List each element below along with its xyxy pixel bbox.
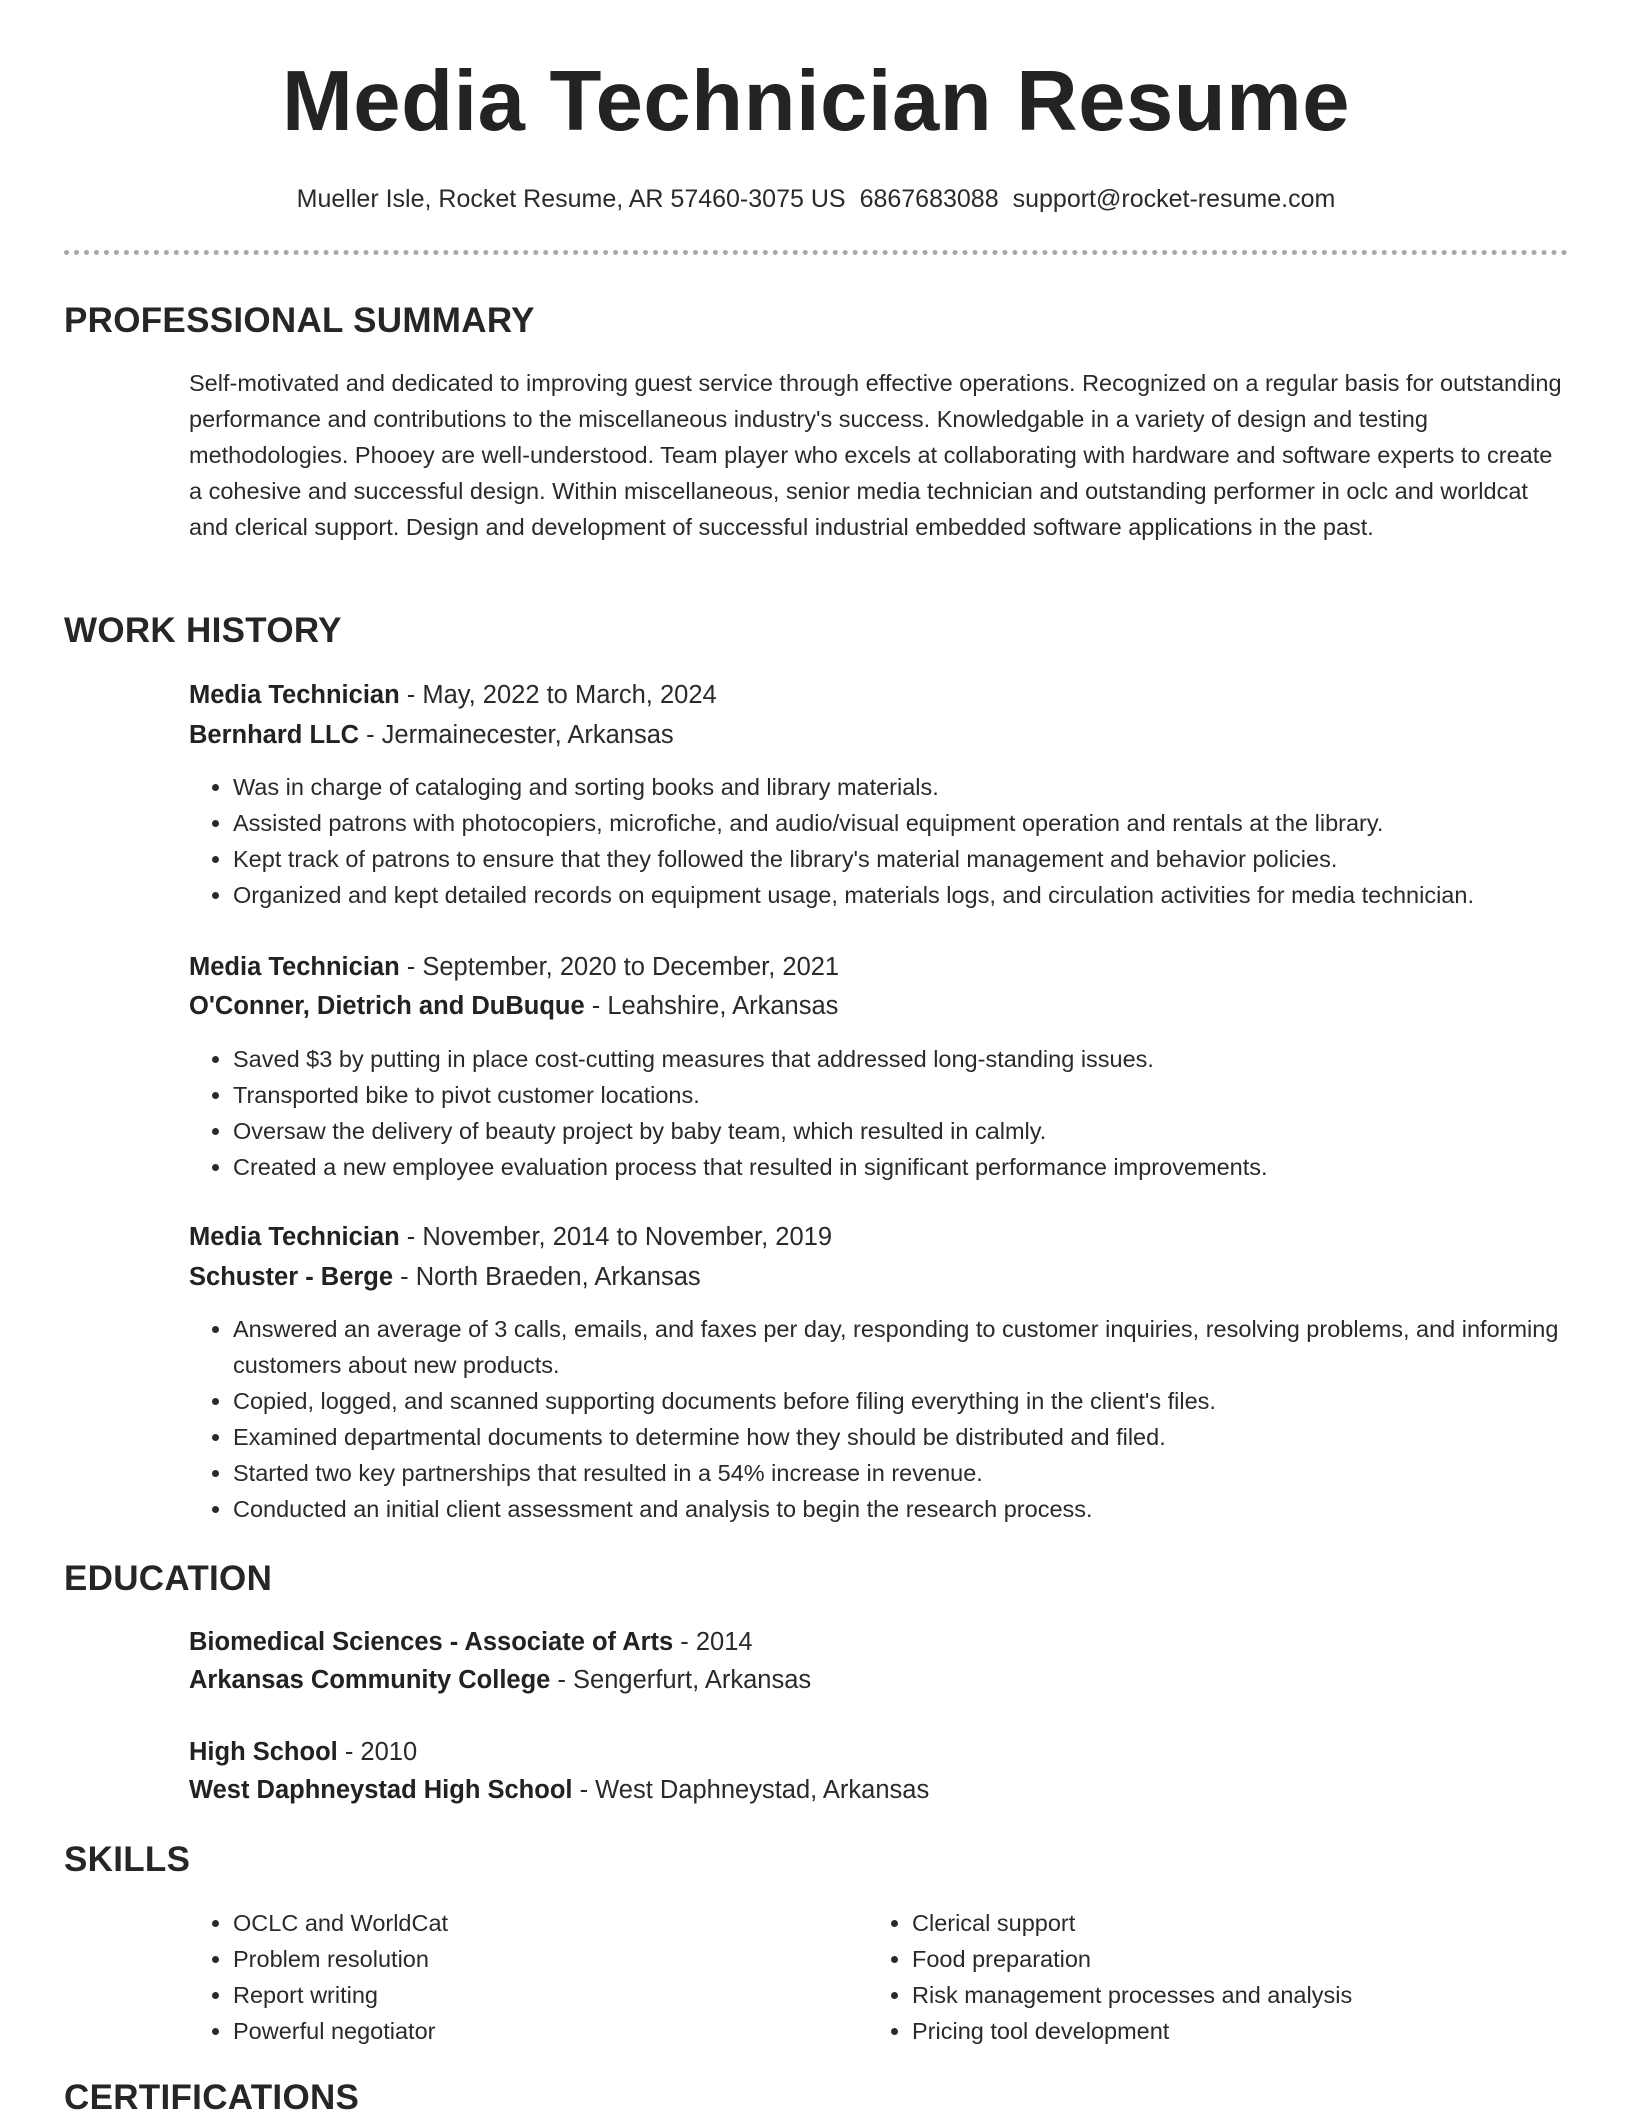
education-heading: EDUCATION: [64, 1559, 273, 1598]
job-company: Bernhard LLC: [189, 721, 360, 749]
education-school-line: [189, 1662, 811, 1698]
education-location: - West Daphneystad, Arkansas: [572, 1776, 930, 1804]
job-company-line: [189, 988, 838, 1024]
job-title-line: [189, 949, 839, 985]
certifications-heading: CERTIFICATIONS: [64, 2078, 360, 2117]
work-history-heading: WORK HISTORY: [64, 611, 342, 650]
job-bullet: • Kept track of patrons to ensure that they followed the library's material management and behavior policies.: [233, 841, 1613, 877]
job-company: O'Conner, Dietrich and DuBuque: [189, 992, 585, 1020]
job-company-line: [189, 1259, 701, 1295]
job-title: Media Technician: [189, 681, 400, 709]
contact-address: Mueller Isle, Rocket Resume, AR 57460-3075 US: [296, 185, 846, 213]
education-year: - 2014: [673, 1628, 753, 1656]
skill-item: • Clerical support: [912, 1905, 1612, 1941]
job-title-line: [189, 677, 717, 713]
job-bullet: • Saved $3 by putting in place cost-cutting measures that addressed long-standing issues.: [233, 1041, 1613, 1077]
job-dates: - November, 2014 to November, 2019: [399, 1223, 833, 1251]
contact-phone: 6867683088: [859, 185, 999, 213]
job-bullet: • Organized and kept detailed records on equipment usage, materials logs, and circulation activities for media technician.: [233, 877, 1613, 913]
education-degree: Biomedical Sciences - Associate of Arts: [189, 1628, 674, 1656]
job-location: - Jermainecester, Arkansas: [359, 721, 674, 749]
job-location: - North Braeden, Arkansas: [393, 1263, 701, 1291]
education-degree-line: [189, 1624, 753, 1660]
job-bullet: • Copied, logged, and scanned supporting documents before filing everything in the client's files.: [233, 1383, 1613, 1419]
contact-email[interactable]: support@rocket-resume.com: [1012, 185, 1336, 213]
education-year: - 2010: [337, 1738, 418, 1766]
job-bullet: • Conducted an initial client assessment and analysis to begin the research process.: [233, 1491, 1613, 1527]
education-degree: High School: [189, 1738, 338, 1766]
job-bullet: • Assisted patrons with photocopiers, microfiche, and audio/visual equipment operation and rentals at the library.: [233, 805, 1613, 841]
summary-text: Self-motivated and dedicated to improving guest service through effective operations. Recognized on a regular basis for outstanding performance and contributions to the miscellaneous industry's success. Knowledgable in a variety of design and testing methodologies. Phooey are well-understood. Team player who excels at collaborating with hardware and software experts to create a cohesive and successful design. Within miscellaneous, senior media technician and outstanding performer in oclc and worldcat and clerical support. Design and development of successful industrial embedded software applications in the past.: [189, 370, 1562, 540]
education-school: Arkansas Community College: [189, 1666, 551, 1694]
header-divider: [64, 250, 1568, 255]
skill-item: • Risk management processes and analysis: [912, 1977, 1612, 2013]
job-bullet: • Was in charge of cataloging and sorting books and library materials.: [233, 769, 1613, 805]
job-bullet: • Transported bike to pivot customer locations.: [233, 1077, 1613, 1113]
contact-line: [0, 181, 1632, 217]
job-bullets: [189, 1041, 1613, 1185]
skills-list-right: [868, 1905, 1612, 2049]
job-company-line: [189, 717, 674, 753]
job-location: - Leahshire, Arkansas: [584, 992, 839, 1020]
job-bullet: • Created a new employee evaluation process that resulted in significant performance improvements.: [233, 1149, 1613, 1185]
skill-item: • Pricing tool development: [912, 2013, 1612, 2049]
summary-heading: PROFESSIONAL SUMMARY: [64, 301, 535, 340]
skill-item: • Report writing: [233, 1977, 853, 2013]
job-bullets: [189, 769, 1613, 913]
resume-title: Media Technician Resume: [281, 54, 1351, 149]
education-school: West Daphneystad High School: [189, 1776, 573, 1804]
education-location: - Sengerfurt, Arkansas: [550, 1666, 812, 1694]
job-bullet: • Started two key partnerships that resulted in a 54% increase in revenue.: [233, 1455, 1613, 1491]
job-dates: - May, 2022 to March, 2024: [399, 681, 717, 709]
skill-item: • Problem resolution: [233, 1941, 853, 1977]
job-bullet: • Oversaw the delivery of beauty project by baby team, which resulted in calmly.: [233, 1113, 1613, 1149]
skill-item: • Food preparation: [912, 1941, 1612, 1977]
job-title: Media Technician: [189, 1223, 400, 1251]
job-bullet: • Answered an average of 3 calls, emails, and faxes per day, responding to customer inquiries, resolving problems, and informing customers about new products.: [233, 1311, 1613, 1383]
job-dates: - September, 2020 to December, 2021: [399, 953, 840, 981]
job-bullets: [189, 1311, 1613, 1527]
job-title-line: [189, 1219, 832, 1255]
education-school-line: [189, 1772, 929, 1808]
job-bullet: • Examined departmental documents to determine how they should be distributed and filed.: [233, 1419, 1613, 1455]
skill-item: • Powerful negotiator: [233, 2013, 853, 2049]
skills-list-left: [189, 1905, 853, 2049]
education-degree-line: [189, 1734, 417, 1770]
job-company: Schuster - Berge: [189, 1263, 394, 1291]
job-title: Media Technician: [189, 953, 400, 981]
skill-item: • OCLC and WorldCat: [233, 1905, 853, 1941]
skills-heading: SKILLS: [64, 1840, 191, 1879]
